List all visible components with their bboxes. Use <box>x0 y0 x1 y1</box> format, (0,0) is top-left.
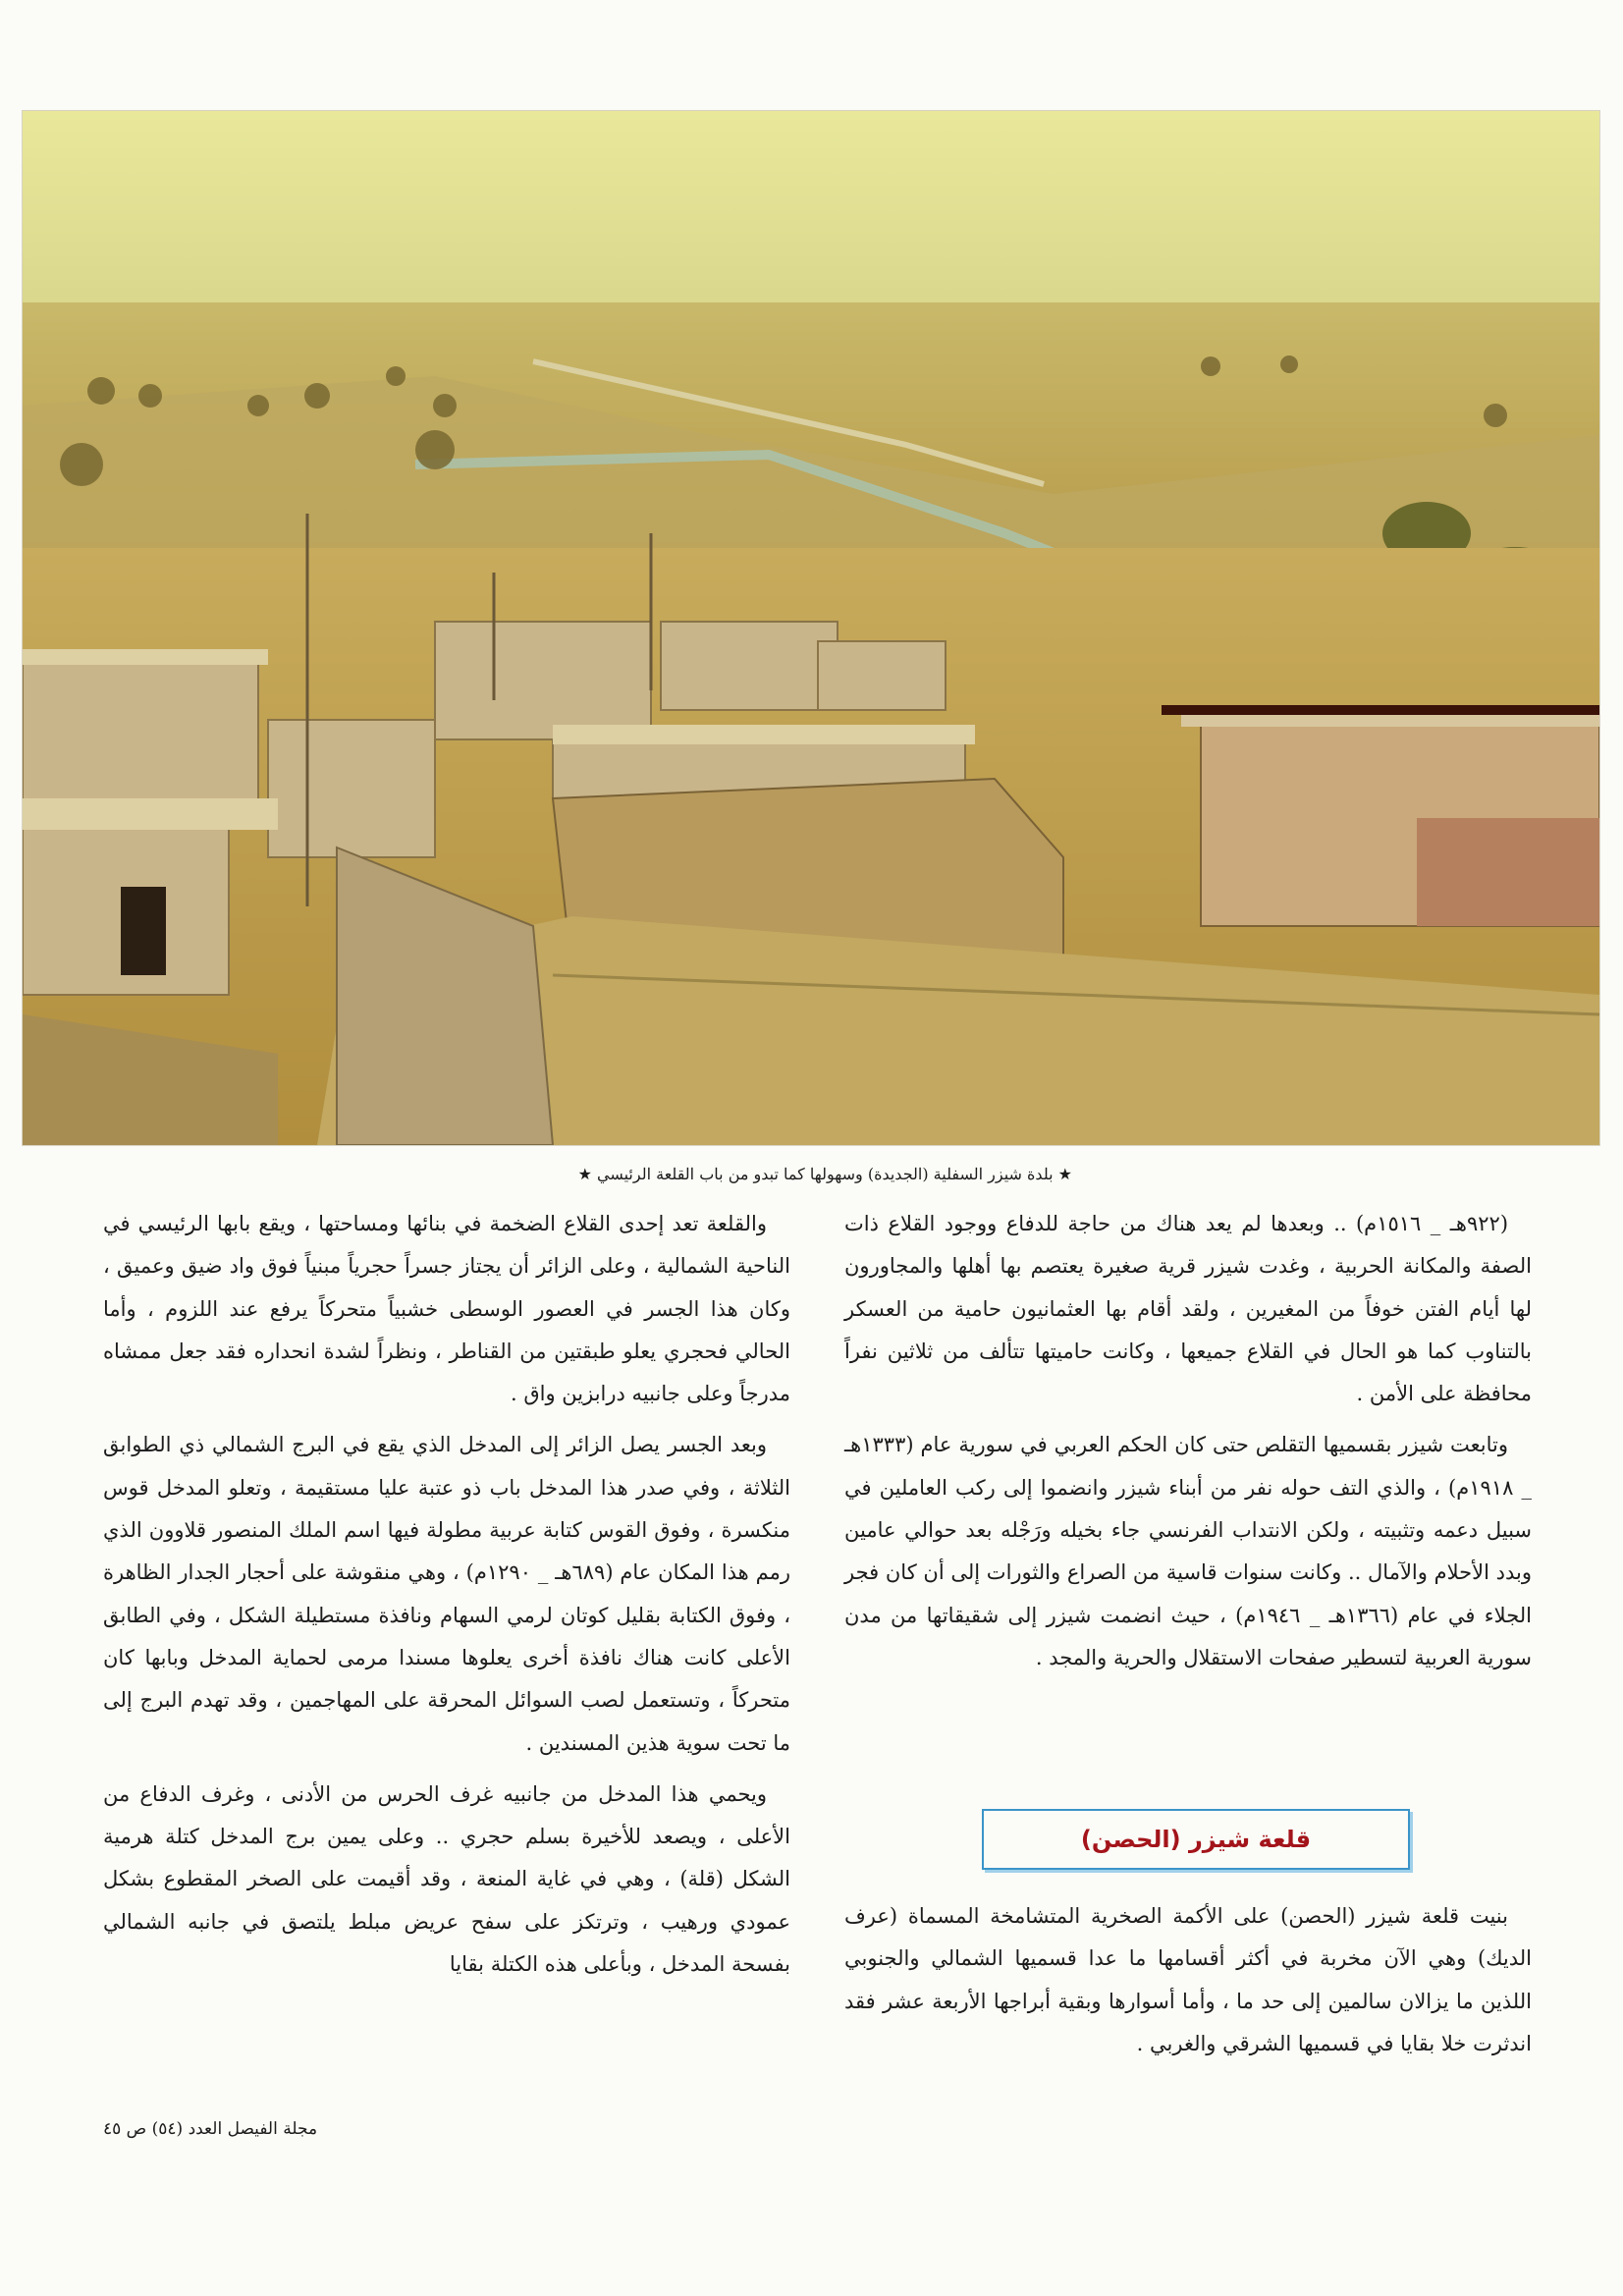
paragraph: والقلعة تعد إحدى القلاع الضخمة في بنائها ومساحتها ، ويقع بابها الرئيسي في الناحية الشمالية ، وعلى الزائر أن يجتاز جسراً حجرياً مبنياً فوق واد ضيق وعميق ، وكان هذا الجسر في العصور الوسطى خشبياً متحركاً يرفع عند اللزوم ، وأما الحالي فحجري يعلو طبقتين من القناطر ، ونظراً لشدة انحداره فقد جعل ممشاه مدرجاً وعلى جانبيه درابزين واق . <box>103 1212 790 1406</box>
paragraph: وتابعت شيزر بقسميها التقلص حتى كان الحكم العربي في سورية عام (١٣٣٣هـ _ ١٩١٨م) ، والذي التف حوله نفر من أبناء شيزر وانضموا إلى ركب العاملين في سبيل دعمه وتثبيته ، ولكن الانتداب الفرنسي جاء بخيله ورَجْله بعد حوالي عامين وبدد الأحلام والآمال .. وكانت سنوات قاسية من الصراع والثورات إلى أن كان فجر الجلاء في عام (١٣٦٦هـ _ ١٩٤٦م) ، حيث انضمت شيزر إلى شقيقاتها من مدن سورية العربية لتسطير صفحات الاستقلال والحرية والمجد . <box>844 1433 1533 1669</box>
section-heading <box>982 1809 1410 1870</box>
paragraph: بنيت قلعة شيزر (الحصن) على الأكمة الصخرية المتشامخة المسماة (عرف الديك) وهي الآن مخربة في أكثر أقسامها ما عدا قسميها الشمالي والجنوبي اللذين ما يزالان سالمين إلى حد ما ، وأما أسوارها وبقية أبراجها الأربعة عشر فقد اندثرت خلا بقايا في قسميها الشرقي والغربي . <box>844 1904 1532 2055</box>
town-photograph-drawing <box>23 111 1599 1145</box>
section-heading-text: قلعة شيزر (الحصن) <box>1080 1826 1312 1853</box>
page-footer: مجلة الفيصل العدد (٥٤) ص ٤٥ <box>103 2119 318 2139</box>
sky <box>23 111 1599 307</box>
right-column <box>844 1203 1532 1688</box>
left-column <box>103 1203 790 1995</box>
paragraph: (٩٢٢هـ _ ١٥١٦م) .. وبعدها لم يعد هناك من حاجة للدفاع ووجود القلاع ذات الصفة والمكانة الحربية ، وغدت شيزر قرية صغيرة يعتصم بها أهلها والمجاورون لها أيام الفتن خوفاً من المغيرين ، ولقد أقام بها العثمانيون حامية من العسكر بالتناوب كما هو الحال في القلاع جميعها ، وكانت حاميتها تتألف من ثلاثين نفراً محافظة على الأمن . <box>844 1212 1532 1406</box>
photo-caption: ★ بلدة شيزر السفلية (الجديدة) وسهولها كما تبدو من باب القلعة الرئيسي ★ <box>577 1165 1072 1183</box>
paragraph: وبعد الجسر يصل الزائر إلى المدخل الذي يقع في البرج الشمالي ذي الطوابق الثلاثة ، وفي صدر هذا المدخل باب ذو عتبة عليا مستقيمة ، وتعلو المدخل قوس منكسرة ، وفوق القوس كتابة عربية مطولة فيها اسم الملك المنصور قلاوون الذي رمم هذا المكان عام (٦٨٩هـ _ ١٢٩٠م) ، وهي منقوشة على أحجار الجدار الظاهرة ، وفوق الكتابة بقليل كوتان لرمي السهام ونافذة مستطيلة الشكل ، وفي الطابق الأعلى كانت هناك نافذة أخرى يعلوها مسندا مرمى لحماية المدخل وبابها كان متحركاً ، وتستعمل لصب السوائل المحرقة على المهاجمين ، وقد تهدم البرج إلى ما تحت سوية هذين المسندين . <box>103 1433 790 1755</box>
right-column-continued <box>844 1895 1532 2074</box>
paragraph: ويحمي هذا المدخل من جانبيه غرف الحرس من الأدنى ، وغرف الدفاع من الأعلى ، ويصعد للأخيرة بسلم حجري .. وعلى يمين برج المدخل كتلة هرمية الشكل (قلة) ، وهي في غاية المنعة ، وقد أقيمت على الصخر المقطوع بشكل عمودي ورهيب ، وترتكز على سفح عريض مبلط يلتصق في جانبه الشمالي بفسحة المدخل ، وبأعلى هذه الكتلة بقايا <box>103 1781 790 1977</box>
town-photograph <box>22 110 1600 1146</box>
